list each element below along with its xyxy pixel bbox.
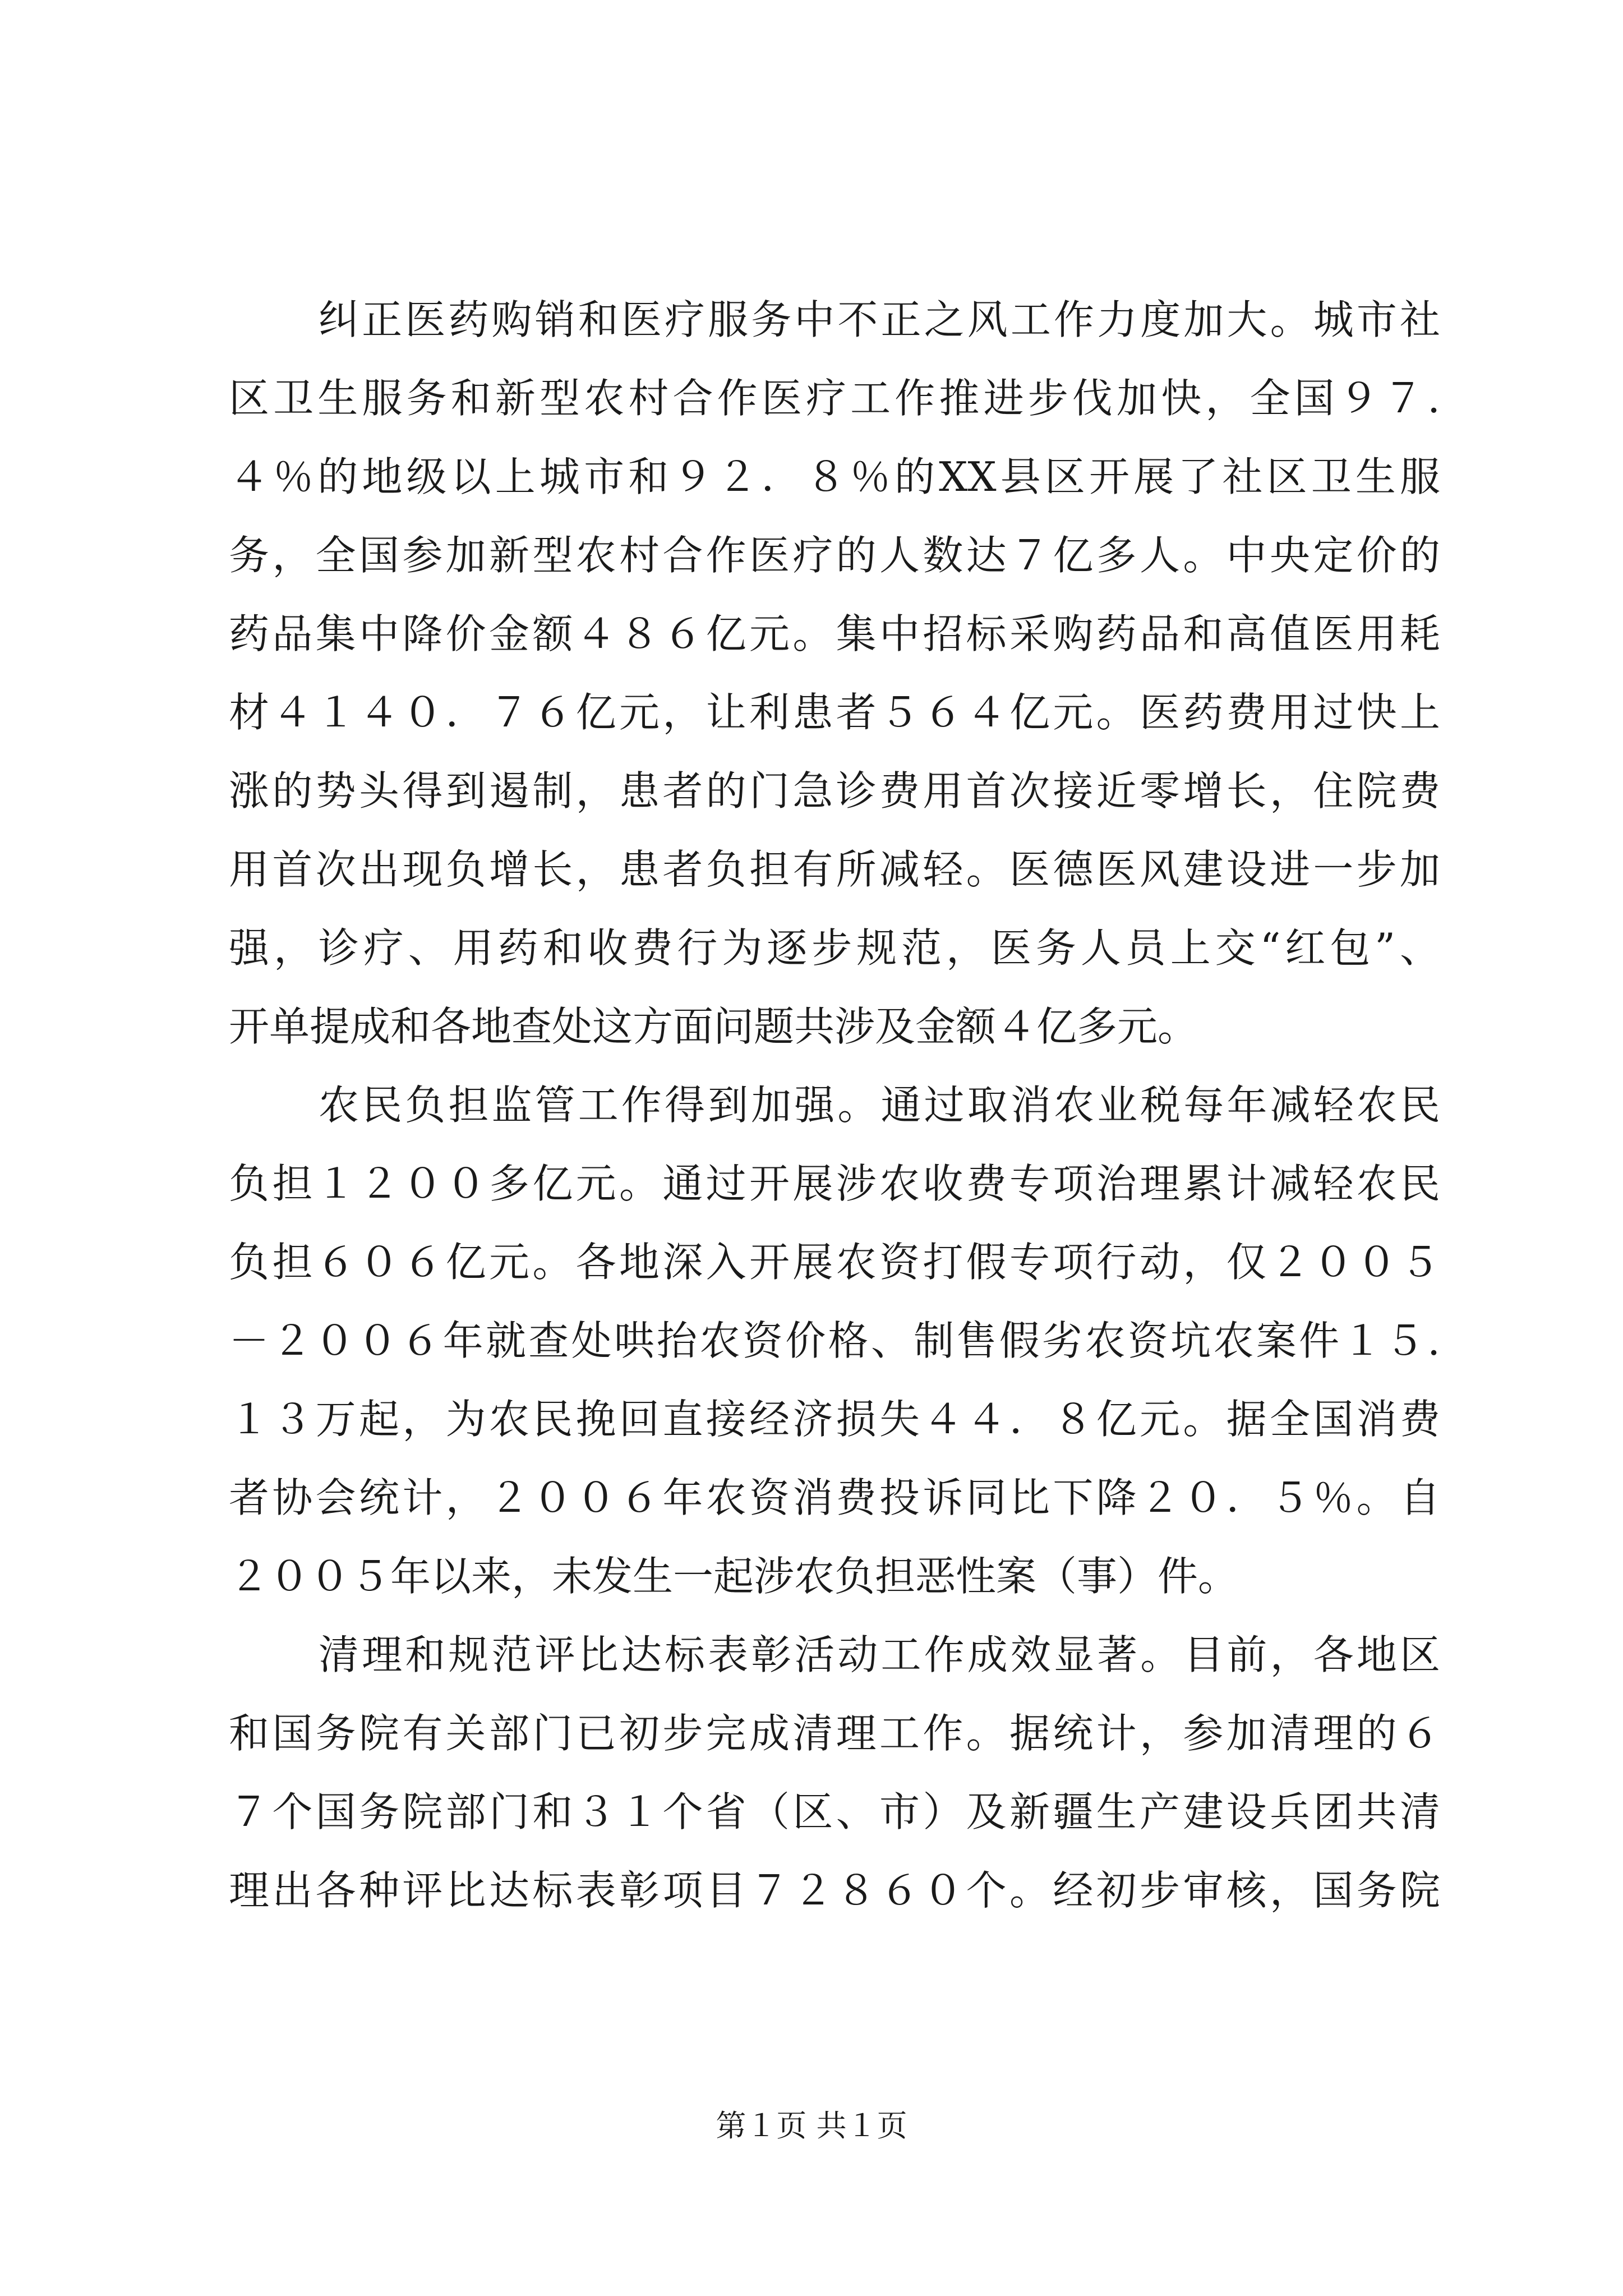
paragraph-2-line-2: 负担１２００多亿元。通过开展涉农收费专项治理累计减轻农民 [229,1160,1440,1207]
paragraph-1-line-8: 用首次出现负增长，患者负担有所减轻。医德医风建设进一步加 [229,846,1440,893]
paragraph-3-line-1: 清理和规范评比达标表彰活动工作成效显著。目前，各地区 [319,1631,1440,1678]
paragraph-1-line-4: 务，全国参加新型农村合作医疗的人数达７亿多人。中央定价的 [229,532,1440,579]
paragraph-2-line-1: 农民负担监管工作得到加强。通过取消农业税每年减轻农民 [319,1082,1440,1129]
paragraph-1-line-6: 材４１４０．７６亿元，让利患者５６４亿元。医药费用过快上 [229,689,1440,736]
paragraph-3-line-3: ７个国务院部门和３１个省（区、市）及新疆生产建设兵团共清 [229,1788,1440,1835]
paragraph-1-line-3: ４％的地级以上城市和９２．８％的XX县区开展了社区卫生服 [229,453,1440,500]
page-number-footer: 第１页 共１页 [716,2108,907,2143]
paragraph-1-line-10: 开单提成和各地查处这方面问题共涉及金额４亿多元。 [229,1003,1198,1050]
paragraph-2-line-5: １３万起，为农民挽回直接经济损失４４．８亿元。据全国消费 [229,1396,1440,1443]
paragraph-1-line-5: 药品集中降价金额４８６亿元。集中招标采购药品和高值医用耗 [229,610,1440,657]
paragraph-3-line-2: 和国务院有关部门已初步完成清理工作。据统计，参加清理的６ [229,1710,1440,1757]
paragraph-2-line-4: －２００６年就查处哄抬农资价格、制售假劣农资坑农案件１５. [229,1317,1440,1364]
paragraph-2-line-7: ２００５年以来，未发生一起涉农负担恶性案（事）件。 [229,1553,1239,1600]
paragraph-3-line-4: 理出各种评比达标表彰项目７２８６０个。经初步审核，国务院 [229,1867,1440,1914]
paragraph-2-line-6: 者协会统计，２００６年农资消费投诉同比下降２０．５％。自 [229,1474,1440,1521]
paragraph-1-line-7: 涨的势头得到遏制，患者的门急诊费用首次接近零增长，住院费 [229,767,1440,815]
paragraph-1-line-9: 强，诊疗、用药和收费行为逐步规范，医务人员上交“红包”、 [229,924,1440,972]
paragraph-2-line-3: 负担６０６亿元。各地深入开展农资打假专项行动，仅２００５ [229,1239,1440,1286]
paragraph-1-line-2: 区卫生服务和新型农村合作医疗工作推进步伐加快，全国９７. [229,375,1440,422]
paragraph-1-line-1: 纠正医药购销和医疗服务中不正之风工作力度加大。城市社 [319,296,1440,343]
